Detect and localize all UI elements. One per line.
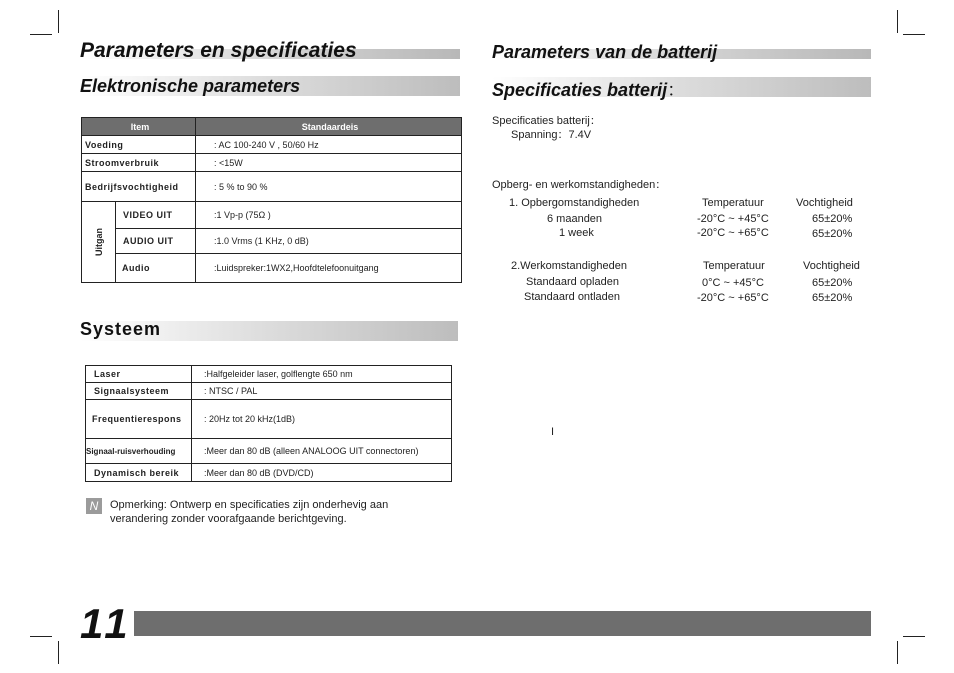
crop-mark bbox=[30, 34, 52, 35]
crop-mark bbox=[897, 10, 898, 33]
table-header-item: Item bbox=[82, 118, 196, 136]
row-label: Signaal-ruisverhouding bbox=[86, 439, 192, 464]
row-label: Frequentierespons bbox=[86, 400, 192, 439]
crop-mark bbox=[903, 636, 925, 637]
section-title-battery bbox=[492, 76, 685, 102]
work-row-label: Standaard ontladen bbox=[524, 291, 621, 303]
conditions-label: Opberg- en werkomstandigheden： bbox=[492, 179, 667, 191]
storage-row-hum: 65±20% bbox=[812, 228, 853, 240]
crop-mark bbox=[903, 34, 925, 35]
footer-bar bbox=[134, 611, 871, 636]
row-label: VIDEO UIT bbox=[116, 202, 196, 229]
work-row-temp: -20°C ~ +65°C bbox=[697, 292, 769, 304]
note-icon: N bbox=[86, 498, 102, 514]
row-label: Laser bbox=[86, 366, 192, 383]
storage-row-temp: -20°C ~ +65°C bbox=[697, 227, 769, 239]
row-label: Stroomverbruik bbox=[82, 154, 196, 172]
row-value: :Luidspreker:1WX2,Hoofdtelefoonuitgang bbox=[196, 254, 462, 283]
note-text: verandering zonder voorafgaande berichtgeving. bbox=[110, 513, 347, 525]
group-label-text: Uitgan bbox=[93, 228, 104, 256]
page-title: Parameters en specificaties bbox=[80, 39, 357, 62]
work-hum-header: Vochtigheid bbox=[803, 260, 860, 272]
section-title-system: Systeem bbox=[80, 319, 162, 339]
row-value: :1 Vp-p (75Ω ) bbox=[196, 202, 462, 229]
work-row-temp: 0°C ~ +45°C bbox=[702, 277, 764, 289]
system-table bbox=[85, 365, 452, 482]
storage-hum-header: Vochtigheid bbox=[796, 197, 853, 209]
electronic-params-table bbox=[81, 117, 462, 283]
row-label: Dynamisch bereik bbox=[86, 464, 192, 482]
storage-row-temp: -20°C ~ +45°C bbox=[697, 213, 769, 225]
row-value: :1.0 Vrms (1 KHz, 0 dB) bbox=[196, 229, 462, 254]
row-value: : 20Hz tot 20 kHz(1dB) bbox=[192, 400, 452, 439]
row-label: AUDIO UIT bbox=[116, 229, 196, 254]
storage-row-label: 6 maanden bbox=[547, 213, 603, 225]
row-value: :Halfgeleider laser, golflengte 650 nm bbox=[192, 366, 452, 383]
row-value: : AC 100-240 V , 50/60 Hz bbox=[196, 136, 462, 154]
stray-mark: I bbox=[551, 426, 555, 438]
spec-label: Specificaties batterij： bbox=[492, 115, 601, 127]
row-label: Voeding bbox=[82, 136, 196, 154]
work-row-hum: 65±20% bbox=[812, 292, 853, 304]
group-label-uitgan bbox=[82, 202, 116, 283]
crop-mark bbox=[30, 636, 52, 637]
crop-mark bbox=[58, 10, 59, 33]
crop-mark bbox=[58, 641, 59, 664]
section-title-text: Specificaties batterij bbox=[492, 80, 668, 100]
crop-mark bbox=[897, 641, 898, 664]
row-label: Signaalsysteem bbox=[86, 383, 192, 400]
section-title-colon: ： bbox=[667, 80, 686, 100]
battery-title: Parameters van de batterij bbox=[492, 42, 718, 62]
table-header-standard: Standaardeis bbox=[196, 118, 462, 136]
note-text: Opmerking: Ontwerp en specificaties zijn onderhevig aan bbox=[110, 499, 389, 511]
section-title-electronic: Elektronische parameters bbox=[80, 76, 301, 96]
storage-row-hum: 65±20% bbox=[812, 213, 853, 225]
storage-heading: 1. Opbergomstandigheden bbox=[509, 197, 640, 209]
row-value: :Meer dan 80 dB (DVD/CD) bbox=[192, 464, 452, 482]
row-value: : <15W bbox=[196, 154, 462, 172]
voltage-text: Spanning：7.4V bbox=[511, 129, 592, 141]
work-heading: 2.Werkomstandigheden bbox=[511, 260, 627, 272]
row-value: :Meer dan 80 dB (alleen ANALOOG UIT connectoren) bbox=[192, 439, 452, 464]
storage-row-label: 1 week bbox=[559, 227, 594, 239]
storage-temp-header: Temperatuur bbox=[702, 197, 764, 209]
work-temp-header: Temperatuur bbox=[703, 260, 765, 272]
work-row-label: Standaard opladen bbox=[526, 276, 619, 288]
row-value: : 5 % to 90 % bbox=[196, 172, 462, 202]
work-row-hum: 65±20% bbox=[812, 277, 853, 289]
row-label: Bedrijfsvochtigheid bbox=[82, 172, 196, 202]
row-label: Audio bbox=[116, 254, 196, 283]
page-number: 11 bbox=[80, 600, 132, 647]
row-value: : NTSC / PAL bbox=[192, 383, 452, 400]
